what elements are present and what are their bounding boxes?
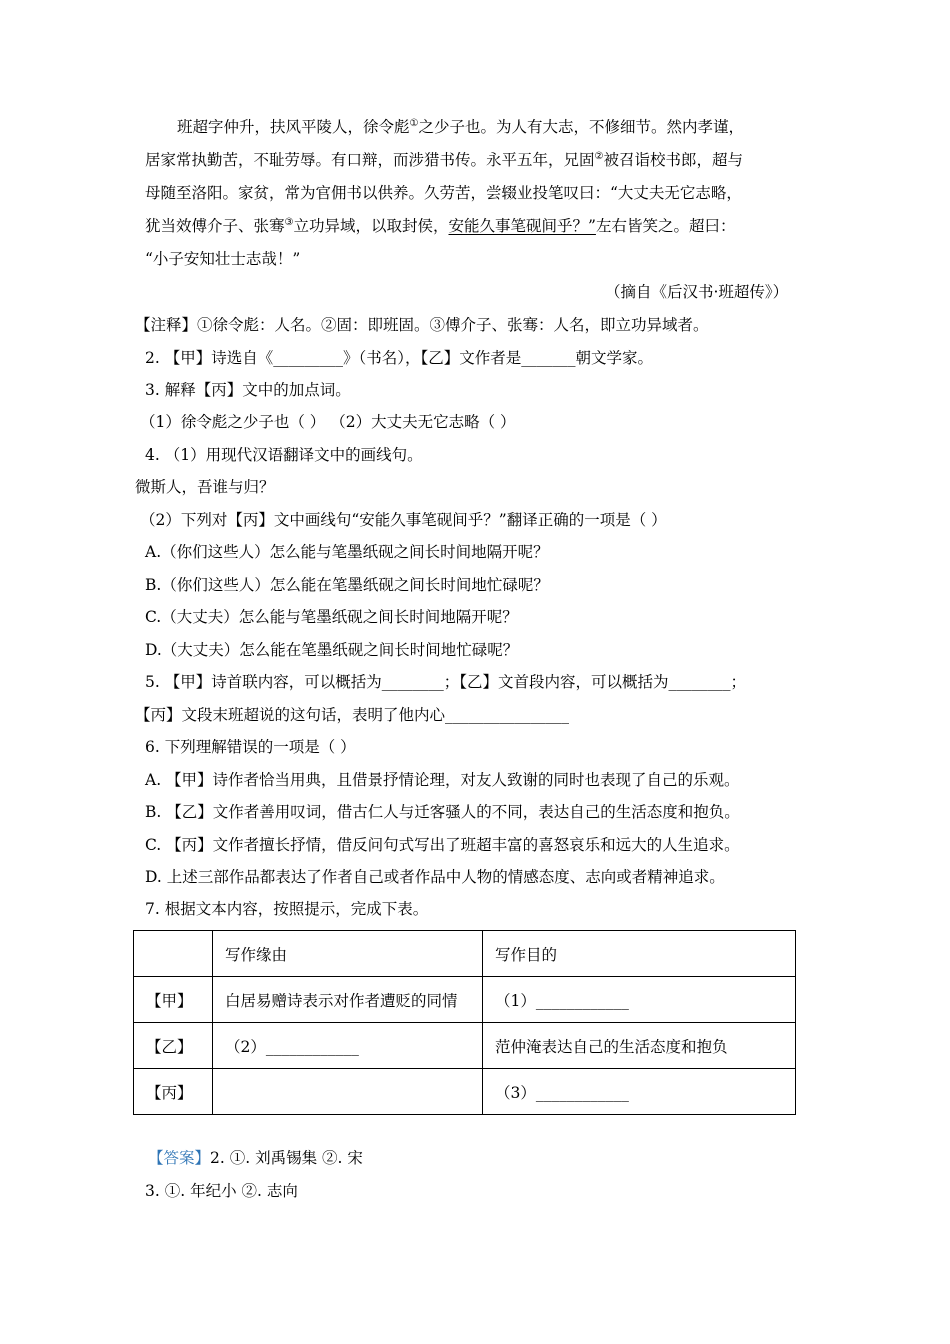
table-row bbox=[134, 1023, 796, 1069]
passage-text: 居家常执勤苦，不耻劳辱。有口辩，而涉猎书传。永平五年，兄固 bbox=[145, 151, 595, 169]
question-6: 6. 下列理解错误的一项是（ ） bbox=[145, 738, 356, 756]
question-6-option-c: C. 【丙】文作者擅长抒情，借反问句式写出了班超丰富的喜怒哀乐和远大的人生追求。 bbox=[145, 836, 740, 854]
question-4-part-2: （2）下列对【丙】文中画线句“安能久事笔砚间乎？”翻译正确的一项是（ ） bbox=[140, 511, 667, 529]
passage-line-2 bbox=[145, 150, 743, 170]
passage-text: 立功异域，以取封侯， bbox=[293, 217, 449, 235]
table-header-cell: 写作目的 bbox=[483, 931, 796, 977]
passage-line-5: “小子安知壮士志哉！” bbox=[145, 250, 301, 268]
question-5-line-1: 5. 【甲】诗首联内容，可以概括为________；【乙】文首段内容，可以概括为________； bbox=[145, 673, 746, 691]
table-row bbox=[134, 1069, 796, 1115]
passage-text: 左右皆笑之。超曰： bbox=[595, 217, 736, 235]
answer-tag: 【答案】 bbox=[148, 1149, 211, 1167]
passage-text: 被召诣校书郎，超与 bbox=[603, 151, 743, 169]
table-cell: （1）____________ bbox=[483, 977, 796, 1023]
annotation-notes: 【注释】①徐令彪：人名。②固：即班固。③傅介子、张骞：人名，即立功异域者。 bbox=[135, 316, 709, 334]
question-4-option-b: B.（你们这些人）怎么能在笔墨纸砚之间长时间地忙碌呢？ bbox=[145, 576, 549, 594]
table-cell: 范仲淹表达自己的生活态度和抱负 bbox=[483, 1023, 796, 1069]
question-4-option-a: A.（你们这些人）怎么能与笔墨纸砚之间长时间地隔开呢？ bbox=[145, 543, 549, 561]
table-cell bbox=[213, 1069, 483, 1115]
table-cell: 白居易赠诗表示对作者遭贬的同情 bbox=[213, 977, 483, 1023]
question-2: 2. 【甲】诗选自《_________》（书名），【乙】文作者是_______朝文学家。 bbox=[145, 349, 653, 367]
passage-text: 犹当效傅介子、张骞 bbox=[145, 217, 285, 235]
answer-line-2: 3. ①. 年纪小 ②. 志向 bbox=[145, 1182, 298, 1200]
question-3: 3. 解释【丙】文中的加点词。 bbox=[145, 381, 351, 399]
passage-line-3: 母随至洛阳。家贫，常为官佣书以供养。久劳苦，尝辍业投笔叹曰：“大丈夫无它志略， bbox=[145, 184, 742, 202]
table-header-row bbox=[134, 931, 796, 977]
table-header-cell bbox=[134, 931, 213, 977]
answer-text: 2. ①. 刘禹锡集 ②. 宋 bbox=[210, 1149, 363, 1167]
table-cell: 【甲】 bbox=[134, 977, 213, 1023]
passage-line-1 bbox=[177, 117, 744, 137]
question-6-option-d: D. 上述三部作品都表达了作者自己或者作品中人物的情感态度、志向或者精神追求。 bbox=[145, 868, 725, 886]
answer-line-1 bbox=[148, 1148, 363, 1168]
question-6-option-a: A. 【甲】诗作者恰当用典，且借景抒情论理，对友人致谢的同时也表现了自己的乐观。 bbox=[145, 771, 740, 789]
table-cell: 【乙】 bbox=[134, 1023, 213, 1069]
footnote-mark: ② bbox=[594, 150, 604, 162]
underlined-sentence: 安能久事笔砚间乎？” bbox=[448, 217, 596, 235]
table-cell: （3）____________ bbox=[483, 1069, 796, 1115]
question-4-sentence: 微斯人，吾谁与归？ bbox=[135, 478, 275, 496]
footnote-mark: ① bbox=[409, 117, 419, 129]
footnote-mark: ③ bbox=[284, 216, 294, 228]
question-6-option-b: B. 【乙】文作者善用叹词，借古仁人与迁客骚人的不同，表达自己的生活态度和抱负。 bbox=[145, 803, 740, 821]
passage-line-4 bbox=[145, 216, 735, 236]
answer-table bbox=[133, 930, 796, 1115]
question-4-option-d: D.（大丈夫）怎么能在笔墨纸砚之间长时间地忙碌呢？ bbox=[145, 641, 519, 659]
table-cell: 【丙】 bbox=[134, 1069, 213, 1115]
table-header-cell: 写作缘由 bbox=[213, 931, 483, 977]
passage-text: 之少子也。为人有大志，不修细节。然内孝谨， bbox=[418, 118, 744, 136]
question-4: 4. （1）用现代汉语翻译文中的画线句。 bbox=[145, 446, 423, 464]
table-row bbox=[134, 977, 796, 1023]
question-7: 7. 根据文本内容，按照提示，完成下表。 bbox=[145, 900, 429, 918]
question-3-items: （1）徐令彪之少子也（ ） （2）大丈夫无它志略（ ） bbox=[140, 413, 516, 431]
passage-source: （摘自《后汉书·班超传》） bbox=[605, 283, 789, 301]
table-cell: （2）____________ bbox=[213, 1023, 483, 1069]
question-5-line-2: 【丙】文段末班超说的这句话，表明了他内心________________ bbox=[135, 706, 570, 724]
question-4-option-c: C.（大丈夫）怎么能与笔墨纸砚之间长时间地隔开呢？ bbox=[145, 608, 518, 626]
passage-text: 班超字仲升，扶风平陵人，徐令彪 bbox=[177, 118, 410, 136]
